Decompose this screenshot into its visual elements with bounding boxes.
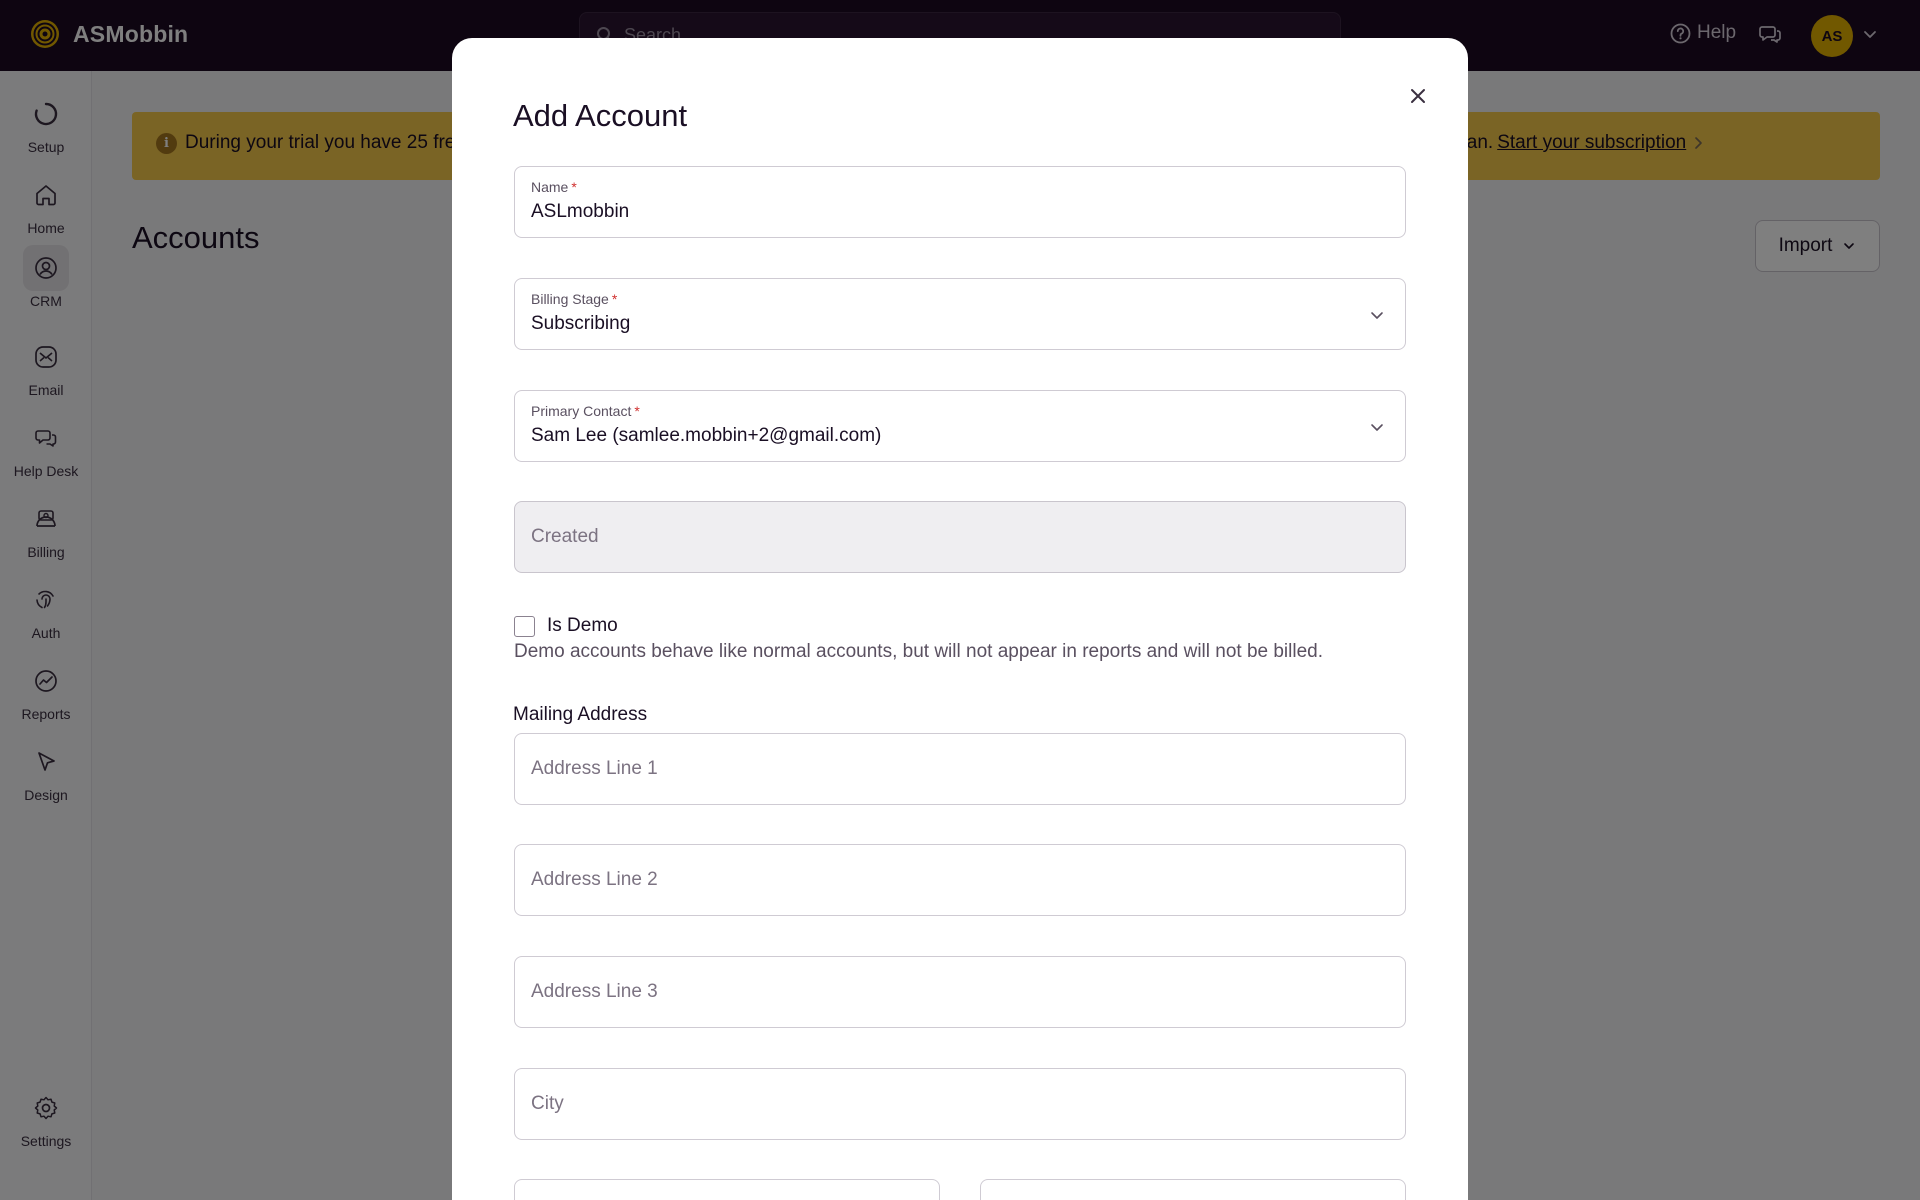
billing-stage-select[interactable]: [514, 278, 1406, 350]
city-placeholder: City: [531, 1093, 564, 1114]
address-line-1-placeholder: Address Line 1: [531, 758, 658, 779]
chevron-down-icon: [1369, 419, 1385, 435]
address-line-3-field[interactable]: [514, 956, 1406, 1028]
is-demo-row: [514, 615, 618, 637]
name-input[interactable]: [531, 201, 1351, 223]
close-button[interactable]: [1402, 80, 1434, 112]
created-placeholder: Created: [531, 526, 599, 547]
billing-stage-label: Billing Stage *: [531, 291, 618, 307]
address-line-3-placeholder: Address Line 3: [531, 981, 658, 1002]
primary-contact-label: Primary Contact *: [531, 403, 640, 419]
is-demo-checkbox[interactable]: [514, 616, 535, 637]
is-demo-label[interactable]: Is Demo: [547, 615, 618, 636]
created-field: [514, 501, 1406, 573]
primary-contact-value: Sam Lee (samlee.mobbin+2@gmail.com): [531, 425, 882, 446]
postal-code-field[interactable]: [980, 1179, 1406, 1200]
modal-title: Add Account: [513, 98, 688, 133]
mailing-address-heading: Mailing Address: [513, 704, 648, 725]
address-line-2-field[interactable]: [514, 844, 1406, 916]
address-line-2-placeholder: Address Line 2: [531, 869, 658, 890]
primary-contact-select[interactable]: [514, 390, 1406, 462]
city-field[interactable]: [514, 1068, 1406, 1140]
chevron-down-icon: [1369, 307, 1385, 323]
is-demo-helper-text: Demo accounts behave like normal accounts, but will not appear in reports and will not be billed.: [514, 641, 1324, 662]
address-line-1-field[interactable]: [514, 733, 1406, 805]
add-account-modal: [452, 38, 1468, 1200]
name-field[interactable]: [514, 166, 1406, 238]
close-icon: [1409, 87, 1427, 105]
name-field-label: Name *: [531, 179, 577, 195]
billing-stage-value: Subscribing: [531, 313, 631, 334]
state-field[interactable]: [514, 1179, 940, 1200]
